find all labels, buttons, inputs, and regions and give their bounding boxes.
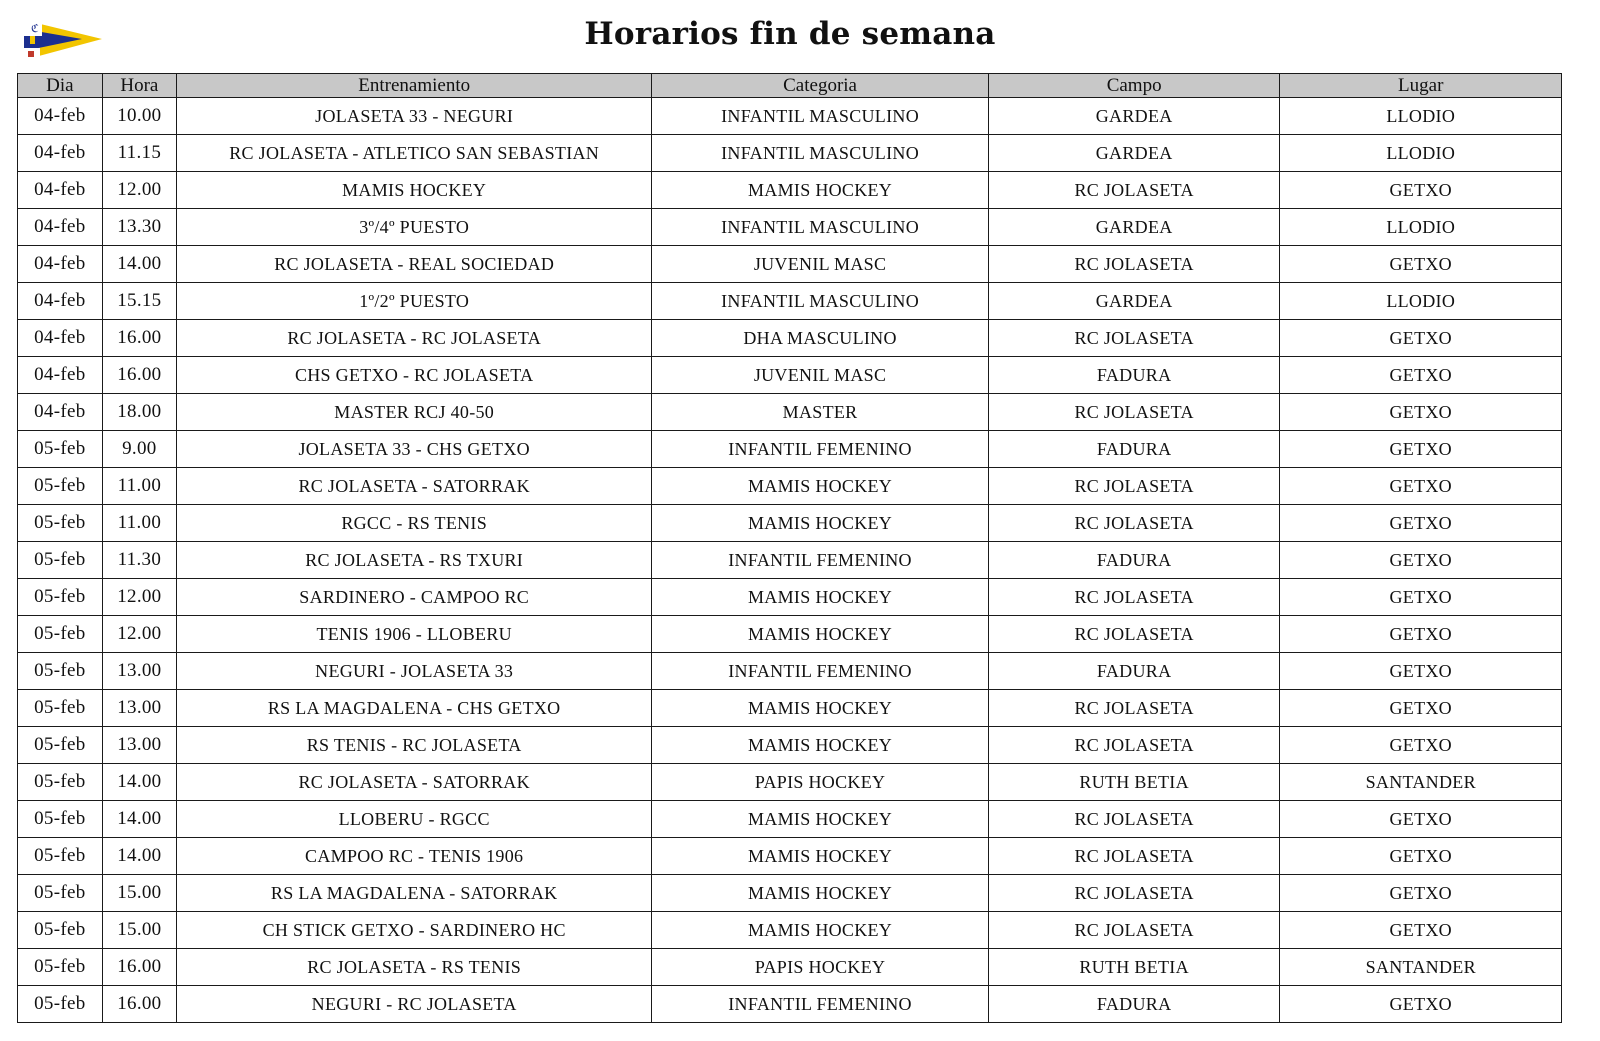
table-row [18,949,1562,986]
cell-dia: 04-feb [18,394,103,431]
cell-dia: 05-feb [18,468,103,505]
table-row [18,209,1562,246]
table-row [18,468,1562,505]
cell-lugar: GETXO [1280,394,1562,431]
cell-hora: 18.00 [102,394,176,431]
cell-hora: 15.00 [102,912,176,949]
cell-dia: 05-feb [18,875,103,912]
cell-entrenamiento: JOLASETA 33 - NEGURI [177,98,652,135]
table-body [18,98,1562,1023]
cell-categoria: MAMIS HOCKEY [652,838,989,875]
cell-lugar: GETXO [1280,172,1562,209]
cell-lugar: SANTANDER [1280,764,1562,801]
table-row [18,172,1562,209]
cell-entrenamiento: RGCC - RS TENIS [177,505,652,542]
table-header-row [18,74,1562,98]
cell-categoria: PAPIS HOCKEY [652,949,989,986]
cell-entrenamiento: CH STICK GETXO - SARDINERO HC [177,912,652,949]
cell-dia: 05-feb [18,542,103,579]
cell-entrenamiento: RC JOLASETA - RS TXURI [177,542,652,579]
cell-categoria: MAMIS HOCKEY [652,801,989,838]
table-row [18,320,1562,357]
cell-lugar: GETXO [1280,801,1562,838]
column-header-categoria: Categoria [652,74,989,98]
cell-lugar: LLODIO [1280,283,1562,320]
table-row [18,505,1562,542]
cell-campo: RC JOLASETA [988,320,1280,357]
cell-entrenamiento: 3º/4º PUESTO [177,209,652,246]
table-row [18,986,1562,1023]
table-row [18,653,1562,690]
cell-hora: 12.00 [102,579,176,616]
table-row [18,135,1562,172]
cell-categoria: INFANTIL MASCULINO [652,283,989,320]
cell-campo: FADURA [988,542,1280,579]
cell-entrenamiento: RC JOLASETA - SATORRAK [177,764,652,801]
cell-entrenamiento: LLOBERU - RGCC [177,801,652,838]
cell-categoria: PAPIS HOCKEY [652,764,989,801]
cell-dia: 05-feb [18,431,103,468]
cell-lugar: GETXO [1280,912,1562,949]
cell-entrenamiento: CAMPOO RC - TENIS 1906 [177,838,652,875]
cell-entrenamiento: RS TENIS - RC JOLASETA [177,727,652,764]
page-title: Horarios fin de semana [584,16,996,52]
cell-hora: 14.00 [102,801,176,838]
cell-campo: FADURA [988,653,1280,690]
cell-hora: 11.15 [102,135,176,172]
cell-campo: GARDEA [988,209,1280,246]
cell-dia: 05-feb [18,616,103,653]
cell-categoria: INFANTIL FEMENINO [652,653,989,690]
table-row [18,431,1562,468]
cell-hora: 16.00 [102,986,176,1023]
column-header-hora: Hora [102,74,176,98]
cell-hora: 13.00 [102,727,176,764]
cell-categoria: INFANTIL MASCULINO [652,209,989,246]
cell-dia: 05-feb [18,764,103,801]
cell-dia: 05-feb [18,801,103,838]
cell-lugar: GETXO [1280,579,1562,616]
cell-entrenamiento: RS LA MAGDALENA - CHS GETXO [177,690,652,727]
cell-entrenamiento: 1º/2º PUESTO [177,283,652,320]
cell-categoria: MAMIS HOCKEY [652,727,989,764]
cell-categoria: INFANTIL FEMENINO [652,986,989,1023]
cell-campo: RC JOLASETA [988,912,1280,949]
cell-entrenamiento: MAMIS HOCKEY [177,172,652,209]
cell-categoria: MAMIS HOCKEY [652,912,989,949]
cell-dia: 05-feb [18,838,103,875]
table-row [18,875,1562,912]
cell-lugar: GETXO [1280,357,1562,394]
cell-campo: RC JOLASETA [988,616,1280,653]
column-header-campo: Campo [988,74,1280,98]
cell-lugar: GETXO [1280,690,1562,727]
cell-campo: RC JOLASETA [988,505,1280,542]
column-header-dia: Dia [18,74,103,98]
cell-dia: 05-feb [18,505,103,542]
cell-dia: 04-feb [18,172,103,209]
cell-campo: RUTH BETIA [988,764,1280,801]
cell-hora: 11.00 [102,468,176,505]
cell-lugar: GETXO [1280,246,1562,283]
cell-categoria: JUVENIL MASC [652,246,989,283]
cell-categoria: INFANTIL FEMENINO [652,431,989,468]
cell-dia: 04-feb [18,135,103,172]
table-row [18,616,1562,653]
cell-hora: 13.30 [102,209,176,246]
table-row [18,690,1562,727]
cell-campo: RC JOLASETA [988,727,1280,764]
cell-entrenamiento: NEGURI - RC JOLASETA [177,986,652,1023]
cell-categoria: MAMIS HOCKEY [652,468,989,505]
cell-lugar: GETXO [1280,616,1562,653]
cell-categoria: MAMIS HOCKEY [652,505,989,542]
cell-dia: 05-feb [18,690,103,727]
table-row [18,801,1562,838]
cell-dia: 04-feb [18,357,103,394]
cell-entrenamiento: RC JOLASETA - RC JOLASETA [177,320,652,357]
cell-lugar: GETXO [1280,431,1562,468]
cell-categoria: MAMIS HOCKEY [652,690,989,727]
cell-campo: RC JOLASETA [988,172,1280,209]
cell-categoria: DHA MASCULINO [652,320,989,357]
cell-entrenamiento: NEGURI - JOLASETA 33 [177,653,652,690]
cell-campo: RC JOLASETA [988,838,1280,875]
table-row [18,838,1562,875]
cell-hora: 14.00 [102,246,176,283]
cell-hora: 14.00 [102,838,176,875]
table-row [18,542,1562,579]
cell-campo: RUTH BETIA [988,949,1280,986]
cell-campo: RC JOLASETA [988,579,1280,616]
table-row [18,98,1562,135]
cell-hora: 12.00 [102,616,176,653]
cell-entrenamiento: RC JOLASETA - SATORRAK [177,468,652,505]
cell-dia: 05-feb [18,949,103,986]
cell-categoria: JUVENIL MASC [652,357,989,394]
cell-lugar: SANTANDER [1280,949,1562,986]
cell-campo: RC JOLASETA [988,246,1280,283]
cell-categoria: MASTER [652,394,989,431]
cell-categoria: INFANTIL MASCULINO [652,135,989,172]
cell-dia: 04-feb [18,246,103,283]
cell-entrenamiento: RC JOLASETA - ATLETICO SAN SEBASTIAN [177,135,652,172]
column-header-lugar: Lugar [1280,74,1562,98]
cell-lugar: LLODIO [1280,98,1562,135]
cell-campo: RC JOLASETA [988,801,1280,838]
cell-dia: 05-feb [18,912,103,949]
cell-categoria: MAMIS HOCKEY [652,875,989,912]
cell-lugar: GETXO [1280,468,1562,505]
cell-hora: 11.30 [102,542,176,579]
table-row [18,727,1562,764]
cell-hora: 12.00 [102,172,176,209]
cell-campo: GARDEA [988,98,1280,135]
cell-hora: 10.00 [102,98,176,135]
cell-entrenamiento: RC JOLASETA - REAL SOCIEDAD [177,246,652,283]
cell-hora: 16.00 [102,357,176,394]
cell-lugar: GETXO [1280,727,1562,764]
cell-campo: FADURA [988,357,1280,394]
cell-hora: 15.00 [102,875,176,912]
table-row [18,764,1562,801]
cell-entrenamiento: TENIS 1906 - LLOBERU [177,616,652,653]
cell-dia: 04-feb [18,209,103,246]
cell-hora: 13.00 [102,653,176,690]
table-row [18,579,1562,616]
cell-lugar: GETXO [1280,653,1562,690]
cell-campo: RC JOLASETA [988,690,1280,727]
cell-entrenamiento: SARDINERO - CAMPOO RC [177,579,652,616]
cell-dia: 04-feb [18,320,103,357]
cell-entrenamiento: JOLASETA 33 - CHS GETXO [177,431,652,468]
cell-categoria: MAMIS HOCKEY [652,579,989,616]
cell-dia: 04-feb [18,98,103,135]
cell-lugar: GETXO [1280,320,1562,357]
cell-hora: 9.00 [102,431,176,468]
cell-categoria: INFANTIL MASCULINO [652,98,989,135]
cell-hora: 16.00 [102,320,176,357]
cell-lugar: GETXO [1280,542,1562,579]
cell-dia: 05-feb [18,986,103,1023]
cell-campo: GARDEA [988,283,1280,320]
cell-campo: RC JOLASETA [988,394,1280,431]
table-row [18,394,1562,431]
cell-hora: 11.00 [102,505,176,542]
svg-text:ℭ: ℭ [31,22,39,35]
table-row [18,246,1562,283]
table-row [18,283,1562,320]
cell-campo: RC JOLASETA [988,875,1280,912]
cell-entrenamiento: MASTER RCJ 40-50 [177,394,652,431]
cell-lugar: GETXO [1280,875,1562,912]
cell-entrenamiento: CHS GETXO - RC JOLASETA [177,357,652,394]
cell-dia: 05-feb [18,727,103,764]
schedule-table [17,73,1562,1023]
cell-hora: 13.00 [102,690,176,727]
cell-dia: 04-feb [18,283,103,320]
cell-campo: RC JOLASETA [988,468,1280,505]
cell-hora: 15.15 [102,283,176,320]
cell-campo: GARDEA [988,135,1280,172]
table-row [18,912,1562,949]
cell-lugar: GETXO [1280,505,1562,542]
cell-lugar: GETXO [1280,986,1562,1023]
cell-entrenamiento: RS LA MAGDALENA - SATORRAK [177,875,652,912]
cell-campo: FADURA [988,986,1280,1023]
cell-dia: 05-feb [18,579,103,616]
cell-lugar: LLODIO [1280,209,1562,246]
cell-lugar: LLODIO [1280,135,1562,172]
cell-lugar: GETXO [1280,838,1562,875]
table-row [18,357,1562,394]
cell-entrenamiento: RC JOLASETA - RS TENIS [177,949,652,986]
cell-hora: 14.00 [102,764,176,801]
cell-campo: FADURA [988,431,1280,468]
cell-categoria: MAMIS HOCKEY [652,172,989,209]
cell-dia: 05-feb [18,653,103,690]
cell-categoria: MAMIS HOCKEY [652,616,989,653]
cell-categoria: INFANTIL FEMENINO [652,542,989,579]
column-header-entrenamiento: Entrenamiento [177,74,652,98]
cell-hora: 16.00 [102,949,176,986]
